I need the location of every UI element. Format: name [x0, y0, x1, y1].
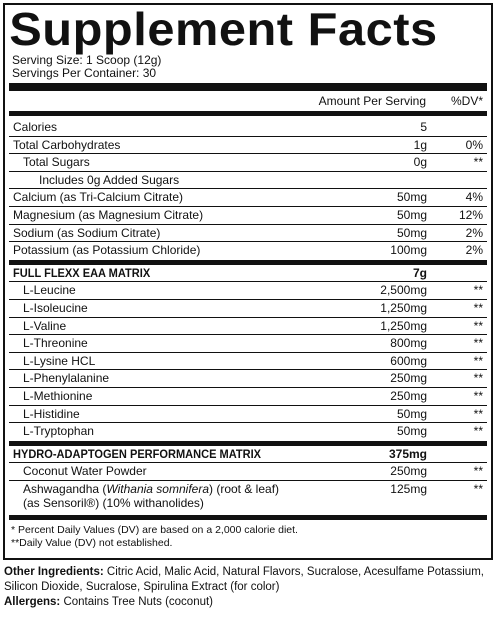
footnotes	[5, 524, 491, 550]
allergens-label: Allergens:	[4, 596, 61, 608]
nutrient-row	[9, 406, 487, 424]
nutrient-dv: 12%	[458, 207, 483, 222]
nutrient-dv: **	[473, 464, 483, 479]
header-divider	[9, 111, 487, 116]
nutrient-row	[9, 335, 487, 353]
allergens-text: Contains Tree Nuts (coconut)	[60, 596, 214, 608]
nutrient-amount: 50mg	[396, 406, 427, 421]
nutrient-amount: 800mg	[390, 336, 427, 351]
nutrient-name: L-Histidine	[23, 406, 80, 421]
nutrient-row	[9, 463, 487, 481]
nutrient-dv: **	[473, 481, 483, 496]
nutrient-row	[9, 189, 487, 207]
nutrient-amount: 5	[420, 120, 427, 134]
nutrient-dv: **	[473, 336, 483, 351]
nutrient-amount: 7g	[412, 265, 427, 280]
nutrient-amount: 1,250mg	[380, 318, 427, 333]
ashwagandha-source: (as Sensoril®) (10% withanolides)	[23, 495, 204, 510]
nutrient-row	[9, 242, 487, 260]
nutrient-dv: **	[473, 371, 483, 386]
thick-divider	[9, 83, 487, 91]
allergens	[4, 595, 492, 610]
nutrient-amount: 1g	[413, 137, 427, 152]
supplement-facts-panel	[3, 3, 493, 560]
nutrient-row	[9, 154, 487, 172]
nutrient-row	[9, 225, 487, 243]
matrix-header-row	[9, 446, 487, 464]
eaa-matrix-section	[5, 265, 491, 441]
ashwagandha-part: ) (root & leaf)	[209, 481, 280, 496]
servings-per-container: Servings Per Container: 30	[12, 66, 157, 80]
nutrient-amount: 50mg	[396, 207, 427, 222]
nutrient-amount: 250mg	[390, 464, 427, 479]
other-ingredients-text: Citric Acid, Malic Acid, Natural Flavors, Sucralose, Acesulfame Potassium, Silicon Dioxide, Sucralose, Spirulina Extract (for color)	[4, 566, 484, 593]
nutrient-name: Calories	[13, 120, 58, 134]
nutrient-name: L-Phenylalanine	[23, 371, 110, 386]
nutrient-amount: 50mg	[396, 424, 427, 439]
nutrient-row	[9, 207, 487, 225]
nutrient-name: L-Valine	[23, 318, 67, 333]
nutrient-name: L-Threonine	[23, 336, 88, 351]
ashwagandha-latin-name: Withania somnifera	[106, 481, 209, 496]
nutrient-row	[9, 370, 487, 388]
nutrient-row	[9, 300, 487, 318]
column-header	[5, 91, 491, 111]
nutrient-name: Total Carbohydrates	[13, 137, 121, 152]
nutrient-name: Magnesium (as Magnesium Citrate)	[13, 207, 204, 222]
nutrient-name: FULL FLEXX EAA MATRIX	[13, 265, 151, 280]
other-ingredients	[4, 565, 492, 595]
nutrient-name: L-Leucine	[23, 283, 76, 298]
nutrient-dv: **	[473, 300, 483, 315]
nutrient-dv: 2%	[465, 225, 483, 240]
nutrient-amount: 100mg	[390, 243, 427, 258]
nutrient-amount: 600mg	[390, 353, 427, 368]
nutrient-dv: **	[473, 155, 483, 170]
dv-header: %DV*	[450, 94, 483, 108]
nutrient-name: Total Sugars	[23, 155, 90, 170]
amount-header: Amount Per Serving	[318, 94, 426, 108]
nutrient-name: Sodium (as Sodium Citrate)	[13, 225, 161, 240]
serving-size: Serving Size: 1 Scoop (12g)	[12, 53, 162, 67]
nutrient-dv: 4%	[465, 190, 483, 205]
nutrient-row	[9, 423, 487, 441]
nutrient-row	[9, 137, 487, 155]
nutrient-name: HYDRO-ADAPTOGEN PERFORMANCE MATRIX	[13, 446, 261, 461]
nutrient-row	[9, 318, 487, 336]
nutrient-name: Calcium (as Tri-Calcium Citrate)	[13, 190, 184, 205]
nutrient-dv: **	[473, 424, 483, 439]
hydro-matrix-section	[5, 446, 491, 513]
nutrient-dv: 2%	[465, 243, 483, 258]
nutrient-dv: **	[473, 318, 483, 333]
nutrient-row	[9, 388, 487, 406]
nutrient-amount: 125mg	[390, 481, 427, 496]
nutrient-name: L-Lysine HCL	[23, 353, 96, 368]
nutrient-name: L-Isoleucine	[23, 300, 88, 315]
footnote-dv: * Percent Daily Values (DV) are based on a 2,000 calorie diet.	[11, 523, 298, 536]
footnote-not-established: **Daily Value (DV) not established.	[11, 536, 173, 549]
nutrient-amount: 0g	[413, 155, 427, 170]
nutrient-row	[9, 353, 487, 371]
other-ingredients-label: Other Ingredients:	[4, 566, 104, 578]
nutrient-row	[9, 282, 487, 300]
nutrient-dv: **	[473, 283, 483, 298]
footnote-divider	[9, 515, 487, 520]
nutrient-dv: **	[473, 388, 483, 403]
nutrient-row-ashwagandha	[9, 481, 487, 513]
panel-title: Supplement Facts	[9, 3, 438, 55]
nutrient-amount: 1,250mg	[380, 300, 427, 315]
nutrient-name: Coconut Water Powder	[23, 464, 147, 479]
ashwagandha-name: Ashwagandha (	[23, 481, 107, 496]
nutrient-dv: **	[473, 406, 483, 421]
nutrient-amount: 50mg	[396, 225, 427, 240]
nutrient-name: L-Tryptophan	[23, 424, 94, 439]
nutrient-amount: 2,500mg	[380, 283, 427, 298]
nutrient-name: Includes 0g Added Sugars	[39, 172, 180, 187]
nutrient-dv: **	[473, 353, 483, 368]
nutrient-amount: 250mg	[390, 388, 427, 403]
nutrient-name: Potassium (as Potassium Chloride)	[13, 243, 201, 258]
nutrient-name: L-Methionine	[23, 388, 93, 403]
nutrient-amount: 375mg	[388, 446, 427, 461]
matrix-header-row	[9, 265, 487, 283]
nutrient-row	[9, 172, 487, 190]
nutrient-dv: 0%	[465, 137, 483, 152]
nutrient-amount: 250mg	[390, 371, 427, 386]
nutrient-list	[5, 119, 491, 260]
nutrient-amount: 50mg	[396, 190, 427, 205]
nutrient-row	[9, 119, 487, 137]
other-info	[4, 565, 492, 610]
